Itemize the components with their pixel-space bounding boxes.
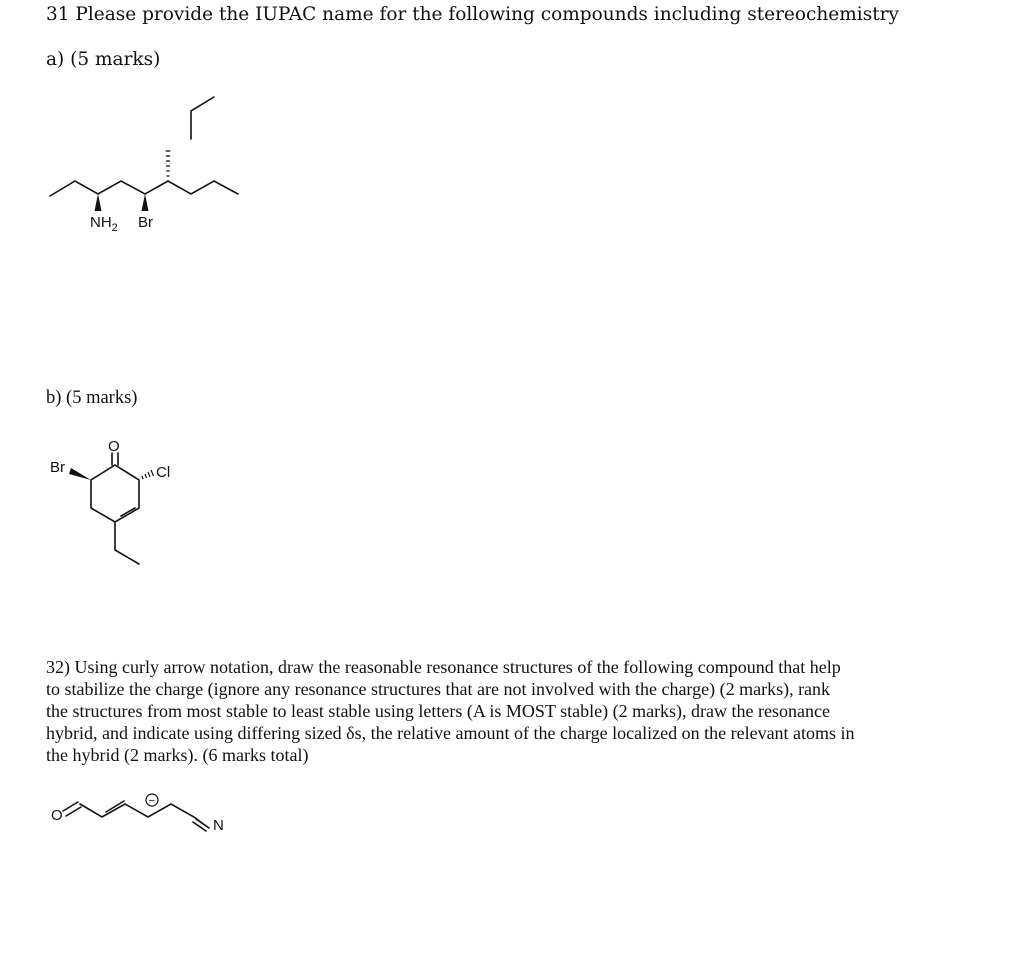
structure-b-hash-bond	[142, 470, 154, 479]
structure-a-wedge-bond-br	[142, 194, 149, 211]
structure-b-wedge-bond-br	[69, 468, 91, 480]
structure-b-o-label: O	[108, 438, 120, 455]
structure-32-chain	[80, 804, 206, 826]
structure-a	[50, 97, 238, 234]
structure-a-hash-bond	[166, 151, 171, 181]
structure-32-triple-bond-2	[193, 822, 206, 831]
structure-a-br-label: Br	[138, 214, 153, 231]
structure-32-o-label: O	[51, 807, 63, 824]
structure-a-main-chain	[50, 181, 238, 196]
structure-b	[50, 438, 170, 564]
structure-32	[51, 794, 224, 834]
structure-a-nh2-label: $NH_2$	[90, 214, 118, 234]
question-32-line-5: the hybrid (2 marks). (6 marks total)	[46, 745, 309, 765]
part-b-label: b) (5 marks)	[46, 388, 138, 408]
structure-a-side-chain	[191, 97, 214, 139]
structure-32-charge-sign: −	[148, 795, 155, 807]
structure-a-wedge-bond-n	[95, 194, 102, 211]
question-32-line-2: to stabilize the charge (ignore any resonance structures that are not involved with the charge) (2 marks), rank	[46, 679, 831, 699]
structure-b-br-label: Br	[50, 459, 65, 476]
structure-b-ring	[91, 465, 139, 522]
question-31-heading: 31 Please provide the IUPAC name for the following compounds including stereochemistry	[46, 4, 899, 25]
structure-32-n-label: N	[213, 817, 224, 834]
structure-b-cl-label: Cl	[156, 464, 171, 481]
question-32-line-4: hybrid, and indicate using differing sized δs, the relative amount of the charge localized on the relevant atoms in	[46, 723, 855, 743]
question-32-line-1: 32) Using curly arrow notation, draw the reasonable resonance structures of the following compound that help	[46, 657, 841, 677]
question-32-line-3: the structures from most stable to least stable using letters (A is MOST stable) (2 marks), draw the resonance	[46, 701, 830, 721]
structure-b-ethyl-chain	[115, 522, 139, 564]
structure-32-triple-bond-1	[196, 819, 209, 828]
part-a-label: a) (5 marks)	[46, 49, 161, 70]
